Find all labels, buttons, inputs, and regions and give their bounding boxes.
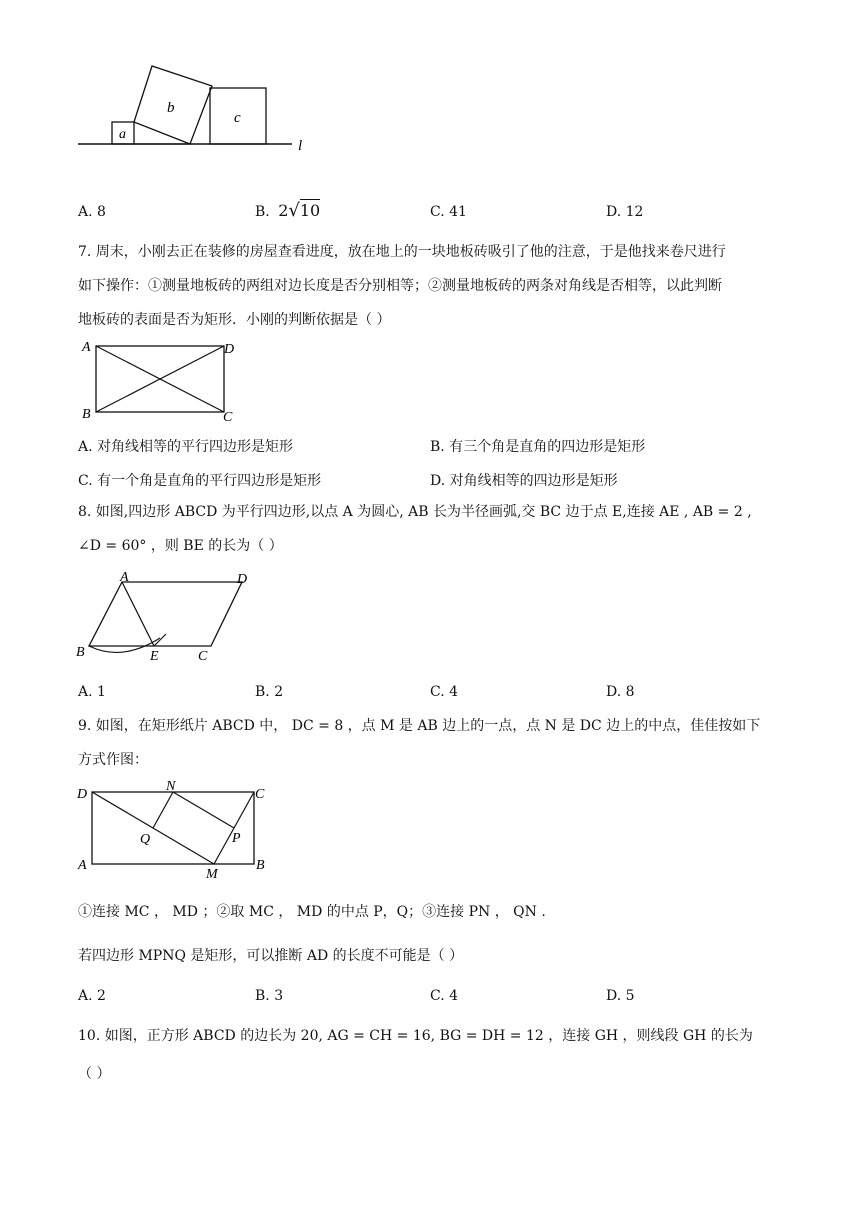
q10-stem-line1: 10. 如图，正方形 ABCD 的边长为 20, AG = CH = 16, BG = DH = 12 ，连接 GH ，则线段 GH 的长为	[78, 1028, 753, 1044]
q6-squares-figure	[70, 60, 320, 160]
q9-label-N: N	[166, 779, 176, 794]
q8-stem-line2: ∠D = 60° ，则 BE 的长为（ ）	[78, 538, 283, 554]
q9-stem-line2: 方式作图：	[78, 752, 148, 768]
q9-option-c[interactable]: C. 4	[430, 988, 459, 1004]
q7-stem-line1: 7. 周末，小刚去正在装修的房屋查看进度，放在地上的一块地板砖吸引了他的注意，于是他找来卷尺进行	[78, 244, 726, 260]
q7-rectangle-figure	[78, 336, 248, 424]
label-l: l	[298, 138, 303, 154]
q6-option-b-coef: 2	[278, 201, 289, 220]
q8-label-B: B	[76, 645, 85, 660]
q8-label-A: A	[120, 570, 129, 585]
q7-stem-line3: 地板砖的表面是否为矩形．小刚的判断依据是（ ）	[78, 312, 391, 328]
q6-option-b-label: B.	[255, 204, 275, 220]
q9-stem-line1: 9. 如图，在矩形纸片 ABCD 中， DC = 8 ，点 M 是 AB 边上的一点，点 N 是 DC 边上的中点，佳佳按如下	[78, 718, 761, 734]
label-a: a	[119, 127, 126, 142]
q8-option-c[interactable]: C. 4	[430, 684, 459, 700]
q9-label-P: P	[232, 831, 241, 846]
q9-option-a[interactable]: A. 2	[78, 988, 106, 1004]
q7-label-A: A	[82, 340, 91, 355]
q7-option-c[interactable]: C. 有一个角是直角的平行四边形是矩形	[78, 473, 322, 489]
q9-label-D: D	[77, 787, 88, 802]
q9-label-A: A	[78, 858, 87, 873]
q7-label-D: D	[224, 342, 235, 357]
q7-label-C: C	[223, 410, 233, 424]
label-b: b	[167, 100, 175, 116]
q6-option-c[interactable]: C. 41	[430, 204, 467, 220]
q7-stem-line2: 如下操作：①测量地板砖的两组对边长度是否分别相等；②测量地板砖的两条对角线是否相等，以此判断	[78, 278, 722, 294]
q8-label-C: C	[198, 649, 208, 662]
label-c: c	[234, 110, 241, 126]
q8-option-d[interactable]: D. 8	[606, 684, 635, 700]
sqrt-icon: √	[288, 200, 300, 221]
q8-label-E: E	[150, 649, 159, 662]
q8-stem-line1: 8. 如图,四边形 ABCD 为平行四边形,以点 A 为圆心, AB 长为半径画弧,交 BC 边于点 E,连接 AE , AB = 2 ,	[78, 504, 752, 520]
q6-option-a[interactable]: A. 8	[78, 204, 106, 220]
q9-rectangle-figure	[74, 778, 274, 882]
q7-option-a[interactable]: A. 对角线相等的平行四边形是矩形	[78, 439, 294, 455]
q9-label-B: B	[256, 858, 265, 873]
q7-label-B: B	[82, 407, 91, 422]
q6-option-d[interactable]: D. 12	[606, 204, 644, 220]
q9-label-C: C	[255, 787, 265, 802]
q9-option-b[interactable]: B. 3	[255, 988, 284, 1004]
q10-stem-line2: （ ）	[78, 1066, 111, 1082]
q8-option-b[interactable]: B. 2	[255, 684, 284, 700]
q7-option-d[interactable]: D. 对角线相等的四边形是矩形	[430, 473, 618, 489]
q9-label-M: M	[206, 867, 218, 882]
q8-label-D: D	[237, 572, 248, 587]
q8-parallelogram-figure	[74, 570, 264, 662]
q8-option-a[interactable]: A. 1	[78, 684, 106, 700]
q6-option-b-radicand: 10	[299, 201, 321, 220]
q6-option-b[interactable]	[255, 200, 320, 221]
q9-question: 若四边形 MPNQ 是矩形，可以推断 AD 的长度不可能是（ ）	[78, 948, 464, 964]
q9-option-d[interactable]: D. 5	[606, 988, 635, 1004]
q9-steps: ①连接 MC ， MD ；②取 MC ， MD 的中点 P，Q；③连接 PN ， QN .	[78, 904, 546, 920]
q9-label-Q: Q	[140, 832, 151, 847]
q7-option-b[interactable]: B. 有三个角是直角的四边形是矩形	[430, 439, 646, 455]
